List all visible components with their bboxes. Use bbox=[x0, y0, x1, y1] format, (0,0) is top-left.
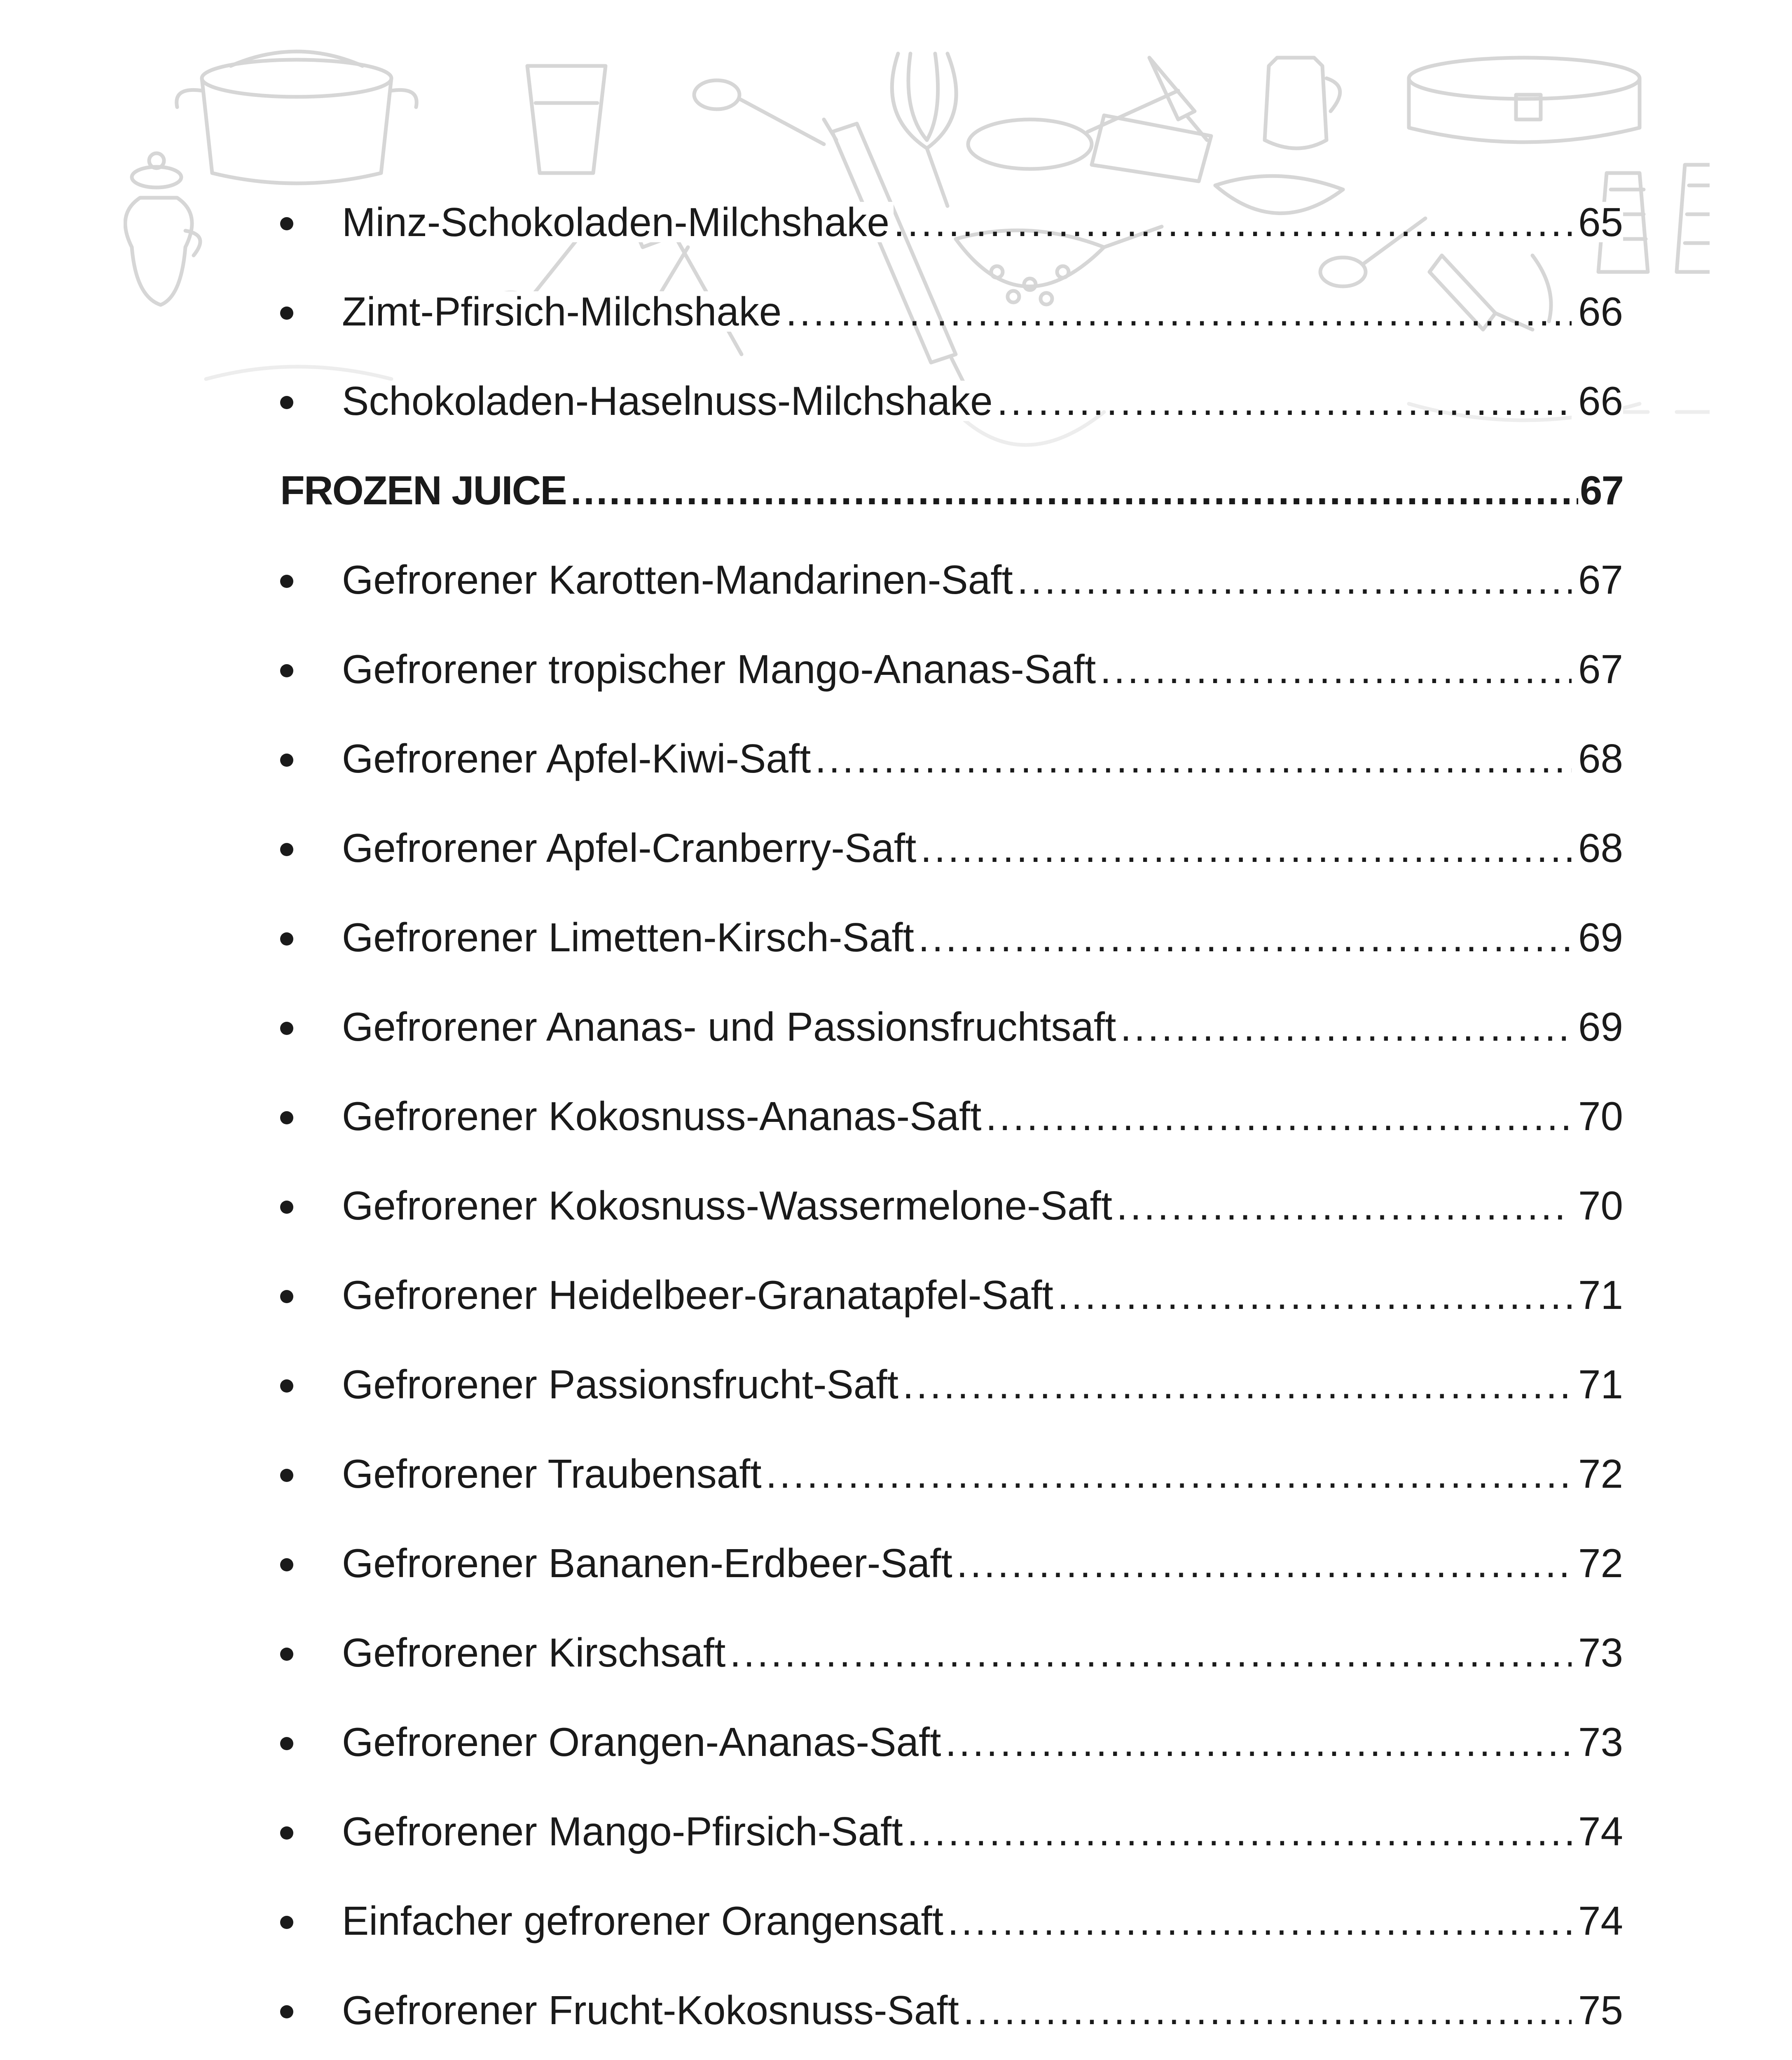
dot-leader bbox=[918, 917, 1572, 957]
toc-entry[interactable] bbox=[280, 1876, 1623, 1965]
jug-icon bbox=[1265, 58, 1340, 148]
toc-entry-line bbox=[280, 288, 1623, 334]
cake-ring-icon bbox=[1409, 58, 1640, 142]
toc-page-number: 65 bbox=[1572, 202, 1623, 242]
toc-entry-line bbox=[280, 1272, 1623, 1318]
toc-entry[interactable] bbox=[280, 803, 1623, 892]
bullet-icon bbox=[280, 217, 293, 230]
toc-entry-line bbox=[280, 825, 1623, 871]
bullet-icon bbox=[280, 2005, 293, 2018]
toc-entry-line bbox=[280, 1629, 1623, 1675]
toc-page-number: 73 bbox=[1572, 1722, 1623, 1762]
dot-leader bbox=[985, 1096, 1572, 1136]
toc-entry-title: Schokoladen-Haselnuss-Milchshake bbox=[342, 381, 997, 421]
toc-entry-title: Gefrorener Ananas- und Passionsfruchtsaft bbox=[342, 1007, 1120, 1047]
toc-entry-line bbox=[280, 646, 1623, 692]
toc-page-number: 69 bbox=[1572, 1007, 1623, 1047]
toc-page-number: 67 bbox=[1578, 470, 1623, 510]
spoon-icon bbox=[694, 80, 824, 144]
dot-leader bbox=[903, 1364, 1572, 1405]
toc-entry-title: Gefrorener Apfel-Kiwi-Saft bbox=[342, 738, 815, 779]
toc-entry-title: Gefrorener Passionsfrucht-Saft bbox=[342, 1364, 903, 1405]
toc-entry[interactable] bbox=[280, 2055, 1623, 2060]
toc-entry-title: Einfacher gefrorener Orangensaft bbox=[342, 1901, 947, 1941]
table-of-contents bbox=[280, 177, 1623, 2060]
dot-leader bbox=[1120, 1007, 1572, 1047]
dot-leader bbox=[730, 1632, 1572, 1673]
toc-entry-title: Gefrorener Orangen-Ananas-Saft bbox=[342, 1722, 945, 1762]
toc-entry-title: Gefrorener Mango-Pfirsich-Saft bbox=[342, 1811, 907, 1852]
dot-leader bbox=[945, 1722, 1572, 1762]
toc-page-number: 70 bbox=[1572, 1185, 1623, 1226]
toc-entry-line bbox=[280, 1182, 1623, 1228]
bullet-icon bbox=[280, 1201, 293, 1214]
dot-leader bbox=[963, 1990, 1572, 2030]
toc-page-number: 66 bbox=[1572, 381, 1623, 421]
toc-entry[interactable] bbox=[280, 1429, 1623, 1518]
toc-entry-title: Gefrorener Kirschsaft bbox=[342, 1632, 730, 1673]
dot-leader bbox=[1017, 559, 1572, 600]
toc-page-number: 69 bbox=[1572, 917, 1623, 957]
toc-entry-title: Gefrorener Kokosnuss-Wassermelone-Saft bbox=[342, 1185, 1116, 1226]
toc-entry-line bbox=[280, 1004, 1623, 1049]
toc-entry-line bbox=[280, 1451, 1623, 1496]
bullet-icon bbox=[280, 1469, 293, 1482]
toc-entry-line bbox=[280, 1898, 1623, 1943]
toc-entry[interactable] bbox=[280, 714, 1623, 803]
toc-entry-title: Gefrorener Traubensaft bbox=[342, 1454, 766, 1494]
toc-entry-title: Gefrorener Kokosnuss-Ananas-Saft bbox=[342, 1096, 985, 1136]
toc-entry-title: Gefrorener Bananen-Erdbeer-Saft bbox=[342, 1543, 957, 1583]
toc-page-number: 67 bbox=[1572, 649, 1623, 689]
dot-leader bbox=[894, 202, 1572, 242]
bullet-icon bbox=[280, 1022, 293, 1035]
toc-page-number: 74 bbox=[1572, 1901, 1623, 1941]
dot-leader bbox=[766, 1454, 1572, 1494]
toc-entry-line bbox=[280, 199, 1623, 245]
toc-entry-title: Gefrorener tropischer Mango-Ananas-Saft bbox=[342, 649, 1100, 689]
bullet-icon bbox=[280, 1916, 293, 1929]
toc-entry[interactable] bbox=[280, 1965, 1623, 2055]
toc-page-number: 71 bbox=[1572, 1275, 1623, 1315]
toc-entry-line bbox=[280, 1093, 1623, 1139]
bullet-icon bbox=[280, 1111, 293, 1124]
toc-page-number: 74 bbox=[1572, 1811, 1623, 1852]
toc-entry[interactable] bbox=[280, 1518, 1623, 1608]
toc-entry-title: Zimt-Pfirsich-Milchshake bbox=[342, 291, 786, 332]
bullet-icon bbox=[280, 1379, 293, 1393]
toc-entry-line bbox=[280, 1361, 1623, 1407]
toc-entry[interactable] bbox=[280, 177, 1623, 267]
glass-icon bbox=[527, 66, 606, 173]
toc-entry[interactable] bbox=[280, 1339, 1623, 1429]
toc-entry-line bbox=[280, 559, 1623, 600]
frying-pan-icon bbox=[968, 91, 1178, 169]
toc-entry[interactable] bbox=[280, 267, 1623, 356]
knife-icon bbox=[1149, 58, 1207, 140]
dot-leader bbox=[957, 1543, 1572, 1583]
toc-entry-line bbox=[280, 735, 1623, 781]
bullet-icon bbox=[280, 396, 293, 409]
toc-page-number: 75 bbox=[1572, 1990, 1623, 2030]
bullet-icon bbox=[280, 307, 293, 320]
toc-page-number: 68 bbox=[1572, 738, 1623, 779]
toc-page-number: 68 bbox=[1572, 828, 1623, 868]
dot-leader bbox=[1100, 649, 1572, 689]
toc-entry-title: Gefrorener Heidelbeer-Granatapfel-Saft bbox=[342, 1275, 1057, 1315]
dot-leader bbox=[997, 381, 1572, 421]
bullet-icon bbox=[280, 664, 293, 677]
toc-entry-line bbox=[280, 914, 1623, 960]
dot-leader bbox=[1057, 1275, 1572, 1315]
toc-entry-title: Gefrorener Apfel-Cranberry-Saft bbox=[342, 828, 920, 868]
cutting-board-icon bbox=[1092, 115, 1211, 181]
sugar-bowl-icon bbox=[125, 153, 200, 305]
bullet-icon bbox=[280, 1737, 293, 1750]
toc-entry-line bbox=[280, 1540, 1623, 1586]
toc-entry[interactable] bbox=[280, 1161, 1623, 1250]
toc-entry[interactable] bbox=[280, 1071, 1623, 1161]
toc-entry-line bbox=[280, 1808, 1623, 1854]
dot-leader bbox=[920, 828, 1572, 868]
toc-page-number: 72 bbox=[1572, 1454, 1623, 1494]
toc-entry-title: Gefrorener Karotten-Mandarinen-Saft bbox=[342, 559, 1017, 600]
toc-page-number: 67 bbox=[1572, 559, 1623, 600]
toc-entry-line bbox=[280, 1987, 1623, 2033]
cooking-pot-icon bbox=[177, 52, 417, 183]
toc-entry-line bbox=[280, 467, 1623, 513]
toc-entry-line bbox=[280, 1719, 1623, 1765]
bullet-icon bbox=[280, 932, 293, 946]
dot-leader bbox=[907, 1811, 1572, 1852]
bullet-icon bbox=[280, 843, 293, 856]
toc-page-number: 73 bbox=[1572, 1632, 1623, 1673]
toc-entry-title: FROZEN JUICE bbox=[280, 470, 571, 510]
toc-page-number: 70 bbox=[1572, 1096, 1623, 1136]
bullet-icon bbox=[280, 1558, 293, 1571]
toc-entry[interactable] bbox=[280, 624, 1623, 714]
toc-section-heading[interactable] bbox=[280, 445, 1623, 535]
bullet-icon bbox=[280, 1648, 293, 1661]
toc-entry-title: Gefrorener Limetten-Kirsch-Saft bbox=[342, 917, 918, 957]
toc-entry[interactable] bbox=[280, 1786, 1623, 1876]
toc-entry-title: Minz-Schokoladen-Milchshake bbox=[342, 202, 894, 242]
bullet-icon bbox=[280, 754, 293, 767]
dot-leader bbox=[947, 1901, 1572, 1941]
bullet-icon bbox=[280, 1290, 293, 1303]
dot-leader bbox=[815, 738, 1572, 779]
toc-entry[interactable] bbox=[280, 1608, 1623, 1697]
toc-page-number: 66 bbox=[1572, 291, 1623, 332]
toc-entry[interactable] bbox=[280, 356, 1623, 445]
toc-entry[interactable] bbox=[280, 892, 1623, 982]
toc-entry-line bbox=[280, 378, 1623, 424]
toc-page-number: 72 bbox=[1572, 1543, 1623, 1583]
bullet-icon bbox=[280, 575, 293, 588]
toc-page-number: 71 bbox=[1572, 1364, 1623, 1405]
dot-leader bbox=[1116, 1185, 1572, 1226]
toc-entry[interactable] bbox=[280, 1250, 1623, 1339]
toc-entry[interactable] bbox=[280, 535, 1623, 624]
dot-leader bbox=[786, 291, 1572, 332]
toc-entry[interactable] bbox=[280, 982, 1623, 1071]
dot-leader bbox=[571, 470, 1578, 510]
toc-entry-title: Gefrorener Frucht-Kokosnuss-Saft bbox=[342, 1990, 963, 2030]
toc-entry[interactable] bbox=[280, 1697, 1623, 1786]
bullet-icon bbox=[280, 1826, 293, 1840]
